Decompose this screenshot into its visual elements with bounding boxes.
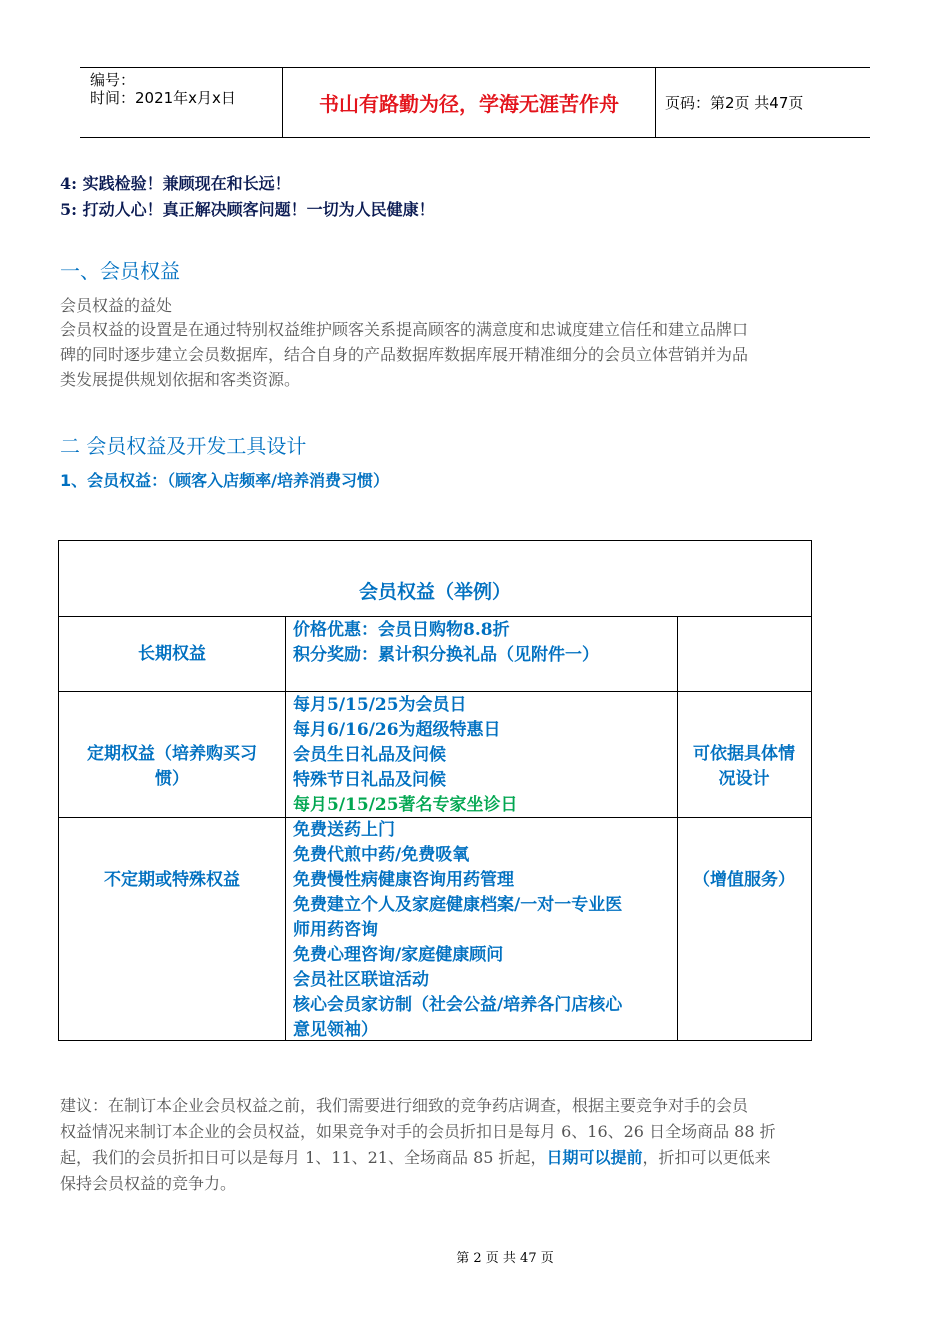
section-1-paragraph <box>60 317 895 392</box>
benefit-item: 会员社区联谊活动 <box>293 970 429 990</box>
benefit-item: 会员生日礼品及问候 <box>293 745 446 765</box>
row-long-term-category: 长期权益 <box>138 644 206 664</box>
category-line: 惯） <box>155 769 189 789</box>
paragraph-line: 类发展提供规划依据和客类资源。 <box>60 370 301 389</box>
highlight-benefit-item: 每月5/15/25著名专家坐诊日 <box>293 795 518 815</box>
benefit-item: 每月5/15/25为会员日 <box>293 695 467 715</box>
benefit-item: 特殊节日礼品及问候 <box>293 770 446 790</box>
suggestion-paragraph <box>60 1093 895 1197</box>
row-divider <box>59 616 811 617</box>
col-divider <box>677 616 678 1040</box>
benefit-item: 免费慢性病健康咨询用药管理 <box>293 870 514 890</box>
suggestion-text: ，折扣可以更低来 <box>642 1148 771 1167</box>
document-header <box>80 67 870 138</box>
row-periodic-items <box>293 693 518 818</box>
note-line: 况设计 <box>718 769 770 789</box>
table-title: 会员权益（举例） <box>358 581 511 603</box>
benefit-item: 价格优惠：会员日购物8.8折 <box>293 620 510 640</box>
point-4: 4: 实践检验！兼顾现在和长远！ <box>60 174 291 193</box>
code-label: 编号： <box>90 71 136 89</box>
benefit-item: 每月6/16/26为超级特惠日 <box>293 720 501 740</box>
paragraph-line: 会员权益的设置是在通过特别权益维护顾客关系提高顾客的满意度和忠诚度建立信任和建立品牌口 <box>60 320 749 339</box>
suggestion-line: 权益情况来制订本企业的会员权益，如果竞争对手的会员折扣日是每月 6、16、26 日全场商品 88 折 <box>60 1122 776 1141</box>
row-periodic-note <box>677 742 811 792</box>
row-divider <box>59 691 811 692</box>
benefit-item: 免费建立个人及家庭健康档案/一对一专业医 <box>293 895 623 915</box>
suggestion-line: 保持会员权益的竞争力。 <box>60 1174 237 1193</box>
suggestion-highlight: 日期可以提前 <box>546 1148 643 1167</box>
point-5: 5: 打动人心！真正解决顾客问题！一切为人民健康！ <box>60 200 435 219</box>
header-meta <box>80 68 283 137</box>
section-2-heading: 二 会员权益及开发工具设计 <box>60 434 307 458</box>
benefit-item: 免费心理咨询/家庭健康顾问 <box>293 945 504 965</box>
member-benefits-table <box>58 540 812 1041</box>
row-periodic-category <box>59 742 285 792</box>
benefit-item: 师用药咨询 <box>293 920 378 940</box>
section-1-subtitle: 会员权益的益处 <box>60 296 173 315</box>
category-line: 定期权益（培养购买习 <box>87 744 257 764</box>
time-label: 时间：2021年x月x日 <box>90 89 236 107</box>
row-special-note: （增值服务） <box>693 870 795 890</box>
paragraph-line: 碑的同时逐步建立会员数据库，结合自身的产品数据库数据库展开精准细分的会员立体营销并为品 <box>60 345 749 364</box>
benefit-item: 核心会员家访制（社会公益/培养各门店核心 <box>293 995 623 1015</box>
row-long-term-items <box>293 618 599 668</box>
note-line: 可依据具体情 <box>693 744 795 764</box>
benefit-item: 积分奖励：累计积分换礼品（见附件一） <box>293 645 599 665</box>
page-footer: 第 2 页 共 47 页 <box>456 1251 554 1266</box>
benefit-item: 免费送药上门 <box>293 820 395 840</box>
suggestion-line <box>60 1145 895 1171</box>
row-special-category: 不定期或特殊权益 <box>104 870 240 890</box>
benefit-item: 意见领袖） <box>293 1020 378 1040</box>
suggestion-text: 起，我们的会员折扣日可以是每月 1、11、21、全场商品 85 折起， <box>60 1148 547 1167</box>
col-divider <box>285 616 286 1040</box>
section-1-heading: 一、会员权益 <box>60 259 180 283</box>
row-special-items <box>293 818 622 1043</box>
suggestion-line: 建议：在制订本企业会员权益之前，我们需要进行细致的竞争药店调查，根据主要竞争对手的会员 <box>60 1096 749 1115</box>
header-page-info: 页码：第2页 共47页 <box>665 94 804 112</box>
benefit-item: 免费代煎中药/免费吸氧 <box>293 845 470 865</box>
section-2-subheading: 1、会员权益：（顾客入店频率/培养消费习惯） <box>60 471 389 490</box>
header-motto: 书山有路勤为径，学海无涯苦作舟 <box>283 68 656 137</box>
